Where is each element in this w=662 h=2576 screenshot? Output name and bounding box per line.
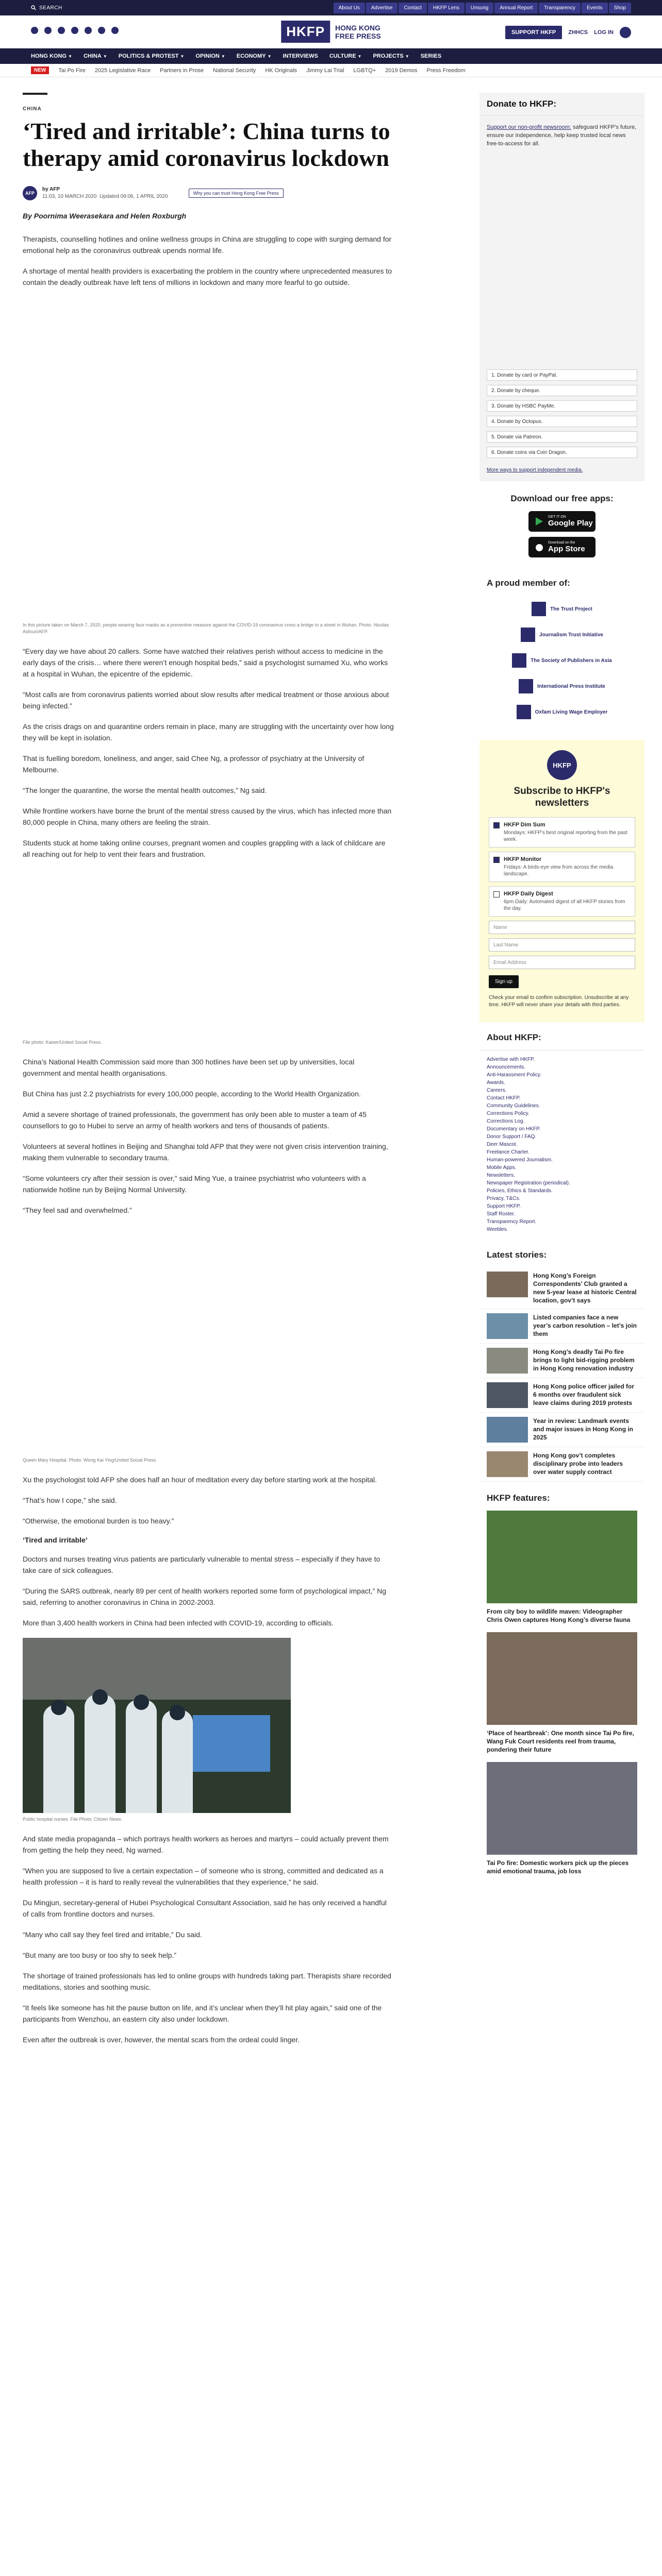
- about-link[interactable]: Policies, Ethics & Standards.: [487, 1188, 553, 1194]
- about-link[interactable]: Staff Roster.: [487, 1211, 515, 1217]
- trending-link[interactable]: HK Originals: [265, 67, 297, 74]
- signup-button[interactable]: Sign up: [489, 975, 519, 988]
- paragraph: More than 3,400 health workers in China had been infected with COVID-19, according to officials.: [23, 1619, 334, 1627]
- feature-title[interactable]: Tai Po fire: Domestic workers pick up the pieces amid emotional trauma, job loss: [487, 1859, 629, 1875]
- feature-image[interactable]: [487, 1632, 637, 1725]
- chevron-down-icon: ▼: [357, 54, 362, 59]
- paragraph: A shortage of mental health providers is exacerbating the problem in the country where unprecedented measures to contain the deadly outbreak have left tens of millions in lockdown and many more fearful to go outside.: [23, 267, 392, 286]
- feature-title[interactable]: ‘Place of heartbreak’: One month since Tai Po fire, Wang Fuk Court residents reel from trauma, pondering their future: [487, 1730, 634, 1753]
- paragraph: The shortage of trained professionals has led to online groups with hundreds taking part. Therapists share recorded meditations, stories and soothing music.: [23, 1972, 391, 1991]
- about-link[interactable]: Documentary on HKFP.: [487, 1126, 541, 1132]
- trust-project-icon: [532, 602, 546, 616]
- chevron-down-icon: ▼: [68, 54, 72, 59]
- about-link[interactable]: Announcements.: [487, 1064, 526, 1070]
- donate-text: safeguard HKFP’s future, ensure our independence, help keep trusted local news free-to-access for all.: [487, 124, 637, 147]
- story-title[interactable]: Listed companies face a new year’s carbon resolution – let’s join them: [533, 1314, 637, 1337]
- oxfam-icon: [517, 705, 531, 719]
- donate-option[interactable]: 4. Donate by Octopus.: [487, 416, 637, 427]
- member-name: The Society of Publishers in Asia: [531, 657, 612, 664]
- paragraph: Amid a severe shortage of trained professionals, the government has only been able to muster a team of 45 counsellors to go to Hubei to serve an army of health workers and tens of thousands of patients.: [23, 1110, 367, 1130]
- nav-item-culture[interactable]: [329, 53, 362, 59]
- paragraph: “Many who call say they feel tired and irritable,” Du said.: [23, 1930, 202, 1939]
- chevron-down-icon: ▼: [103, 54, 107, 59]
- instagram-icon[interactable]: [58, 27, 65, 34]
- trending-link[interactable]: National Security: [213, 67, 256, 74]
- latest-story[interactable]: [479, 1378, 644, 1413]
- about-link[interactable]: Human-powered Journalism.: [487, 1157, 553, 1163]
- nav-label: HONG KONG: [31, 53, 67, 59]
- nav-item-politics[interactable]: [119, 53, 185, 59]
- paragraph: Even after the outbreak is over, however, the mental scars from the ordeal could linger.: [23, 2036, 300, 2044]
- about-link[interactable]: Support HKFP.: [487, 1204, 521, 1209]
- donate-option[interactable]: 3. Donate by HSBC PayMe.: [487, 400, 637, 412]
- photo-caption: Public hospital nurses. File Photo: Citizen News.: [23, 1817, 123, 1822]
- trending-link[interactable]: Tai Po Fire: [58, 67, 86, 74]
- nav-item-series[interactable]: [421, 53, 441, 59]
- nav-label: SERIES: [420, 53, 442, 59]
- story-thumbnail[interactable]: [487, 1417, 528, 1443]
- member-name: The Trust Project: [550, 606, 592, 612]
- app-store-button[interactable]: [528, 537, 595, 557]
- publish-date: 11:03, 10 MARCH 2020: [42, 194, 97, 199]
- paragraph: “When you are supposed to live a certain expectation – of someone who is strong, committed and dedicated as a health profession – it is hard to really reveal the vulnerabilities that they experience,” he said.: [23, 1867, 384, 1886]
- photo-caption: In this picture taken on March 7, 2020, people wearing face masks as a preventive measure against the COVID-19 coronavirus cross a bridge to a street in Wuhan. Photo: Nicolas Asfouri/AFP.: [23, 622, 389, 634]
- about-link[interactable]: Corrections Policy.: [487, 1111, 529, 1116]
- sopa-logo[interactable]: [512, 653, 611, 668]
- apple-icon: [535, 543, 544, 552]
- store-name: Google Play: [548, 519, 593, 528]
- store-caption: GET IT ON: [548, 515, 566, 519]
- photo-placeholder: [23, 452, 394, 622]
- paragraph: Doctors and nurses treating virus patients are particularly vulnerable to mental stress – especially if they have to take care of sick colleagues.: [23, 1555, 380, 1574]
- sopa-icon: [512, 653, 526, 668]
- oxfam-logo[interactable]: [517, 705, 608, 719]
- member-name: Oxfam Living Wage Employer: [535, 709, 608, 715]
- nurse-head: [92, 1689, 108, 1705]
- about-link[interactable]: Privacy, T&Cs.: [487, 1196, 521, 1201]
- nav-label: ECONOMY: [236, 53, 266, 59]
- latest-heading: Latest stories:: [487, 1250, 547, 1260]
- section-label[interactable]: CHINA: [23, 106, 42, 112]
- chevron-down-icon: ▼: [267, 54, 272, 59]
- logo-wordmark: [335, 24, 381, 40]
- nav-label: OPINION: [195, 53, 220, 59]
- nav-label: CULTURE: [329, 53, 356, 59]
- member-name: Journalism Trust Initiative: [539, 632, 603, 638]
- logo-line: FREE PRESS: [335, 31, 381, 40]
- ipi-icon: [519, 679, 533, 693]
- sidebar: [479, 93, 644, 1884]
- paragraph: “But many are too busy or too shy to seek help.”: [23, 1951, 177, 1959]
- hospital-cart: [193, 1715, 270, 1772]
- byline: [23, 186, 394, 200]
- nurse-figure: [162, 1710, 193, 1813]
- trust-project-logo[interactable]: [532, 602, 592, 616]
- paragraph: Volunteers at several hotlines in Beijing and Shanghai told AFP that they were not given crisis intervention training, making them vulnerable to secondary trauma.: [23, 1142, 388, 1162]
- paragraph: “The longer the quarantine, the worse the mental health outcomes,” Ng said.: [23, 786, 267, 794]
- utility-link[interactable]: Annual Report: [494, 3, 538, 13]
- utility-link[interactable]: Advertise: [366, 3, 398, 13]
- nav-item-interviews[interactable]: [283, 53, 318, 59]
- newsletter-badge: HKFP: [547, 750, 577, 780]
- more-ways-link[interactable]: More ways to support independent media.: [487, 467, 583, 473]
- hospital-photo: [23, 1638, 291, 1813]
- headline-rule: [23, 93, 47, 95]
- story-title[interactable]: Hong Kong police officer jailed for 6 months over fraudulent sick leave claims during 2019 protests: [533, 1383, 635, 1406]
- google-play-button[interactable]: [528, 511, 595, 532]
- utility-links: [334, 3, 631, 13]
- byline-meta: [42, 186, 168, 200]
- updated-date: Updated 09:06, 1 APRIL 2020: [100, 194, 168, 199]
- chevron-down-icon: ▼: [180, 54, 185, 59]
- paragraph: “It feels like someone has hit the pause button on life, and it’s unclear when they’ll hit play again,” said one of the participants from Wenzhou, an eastern city also under lockdown.: [23, 2004, 382, 2023]
- nav-label: POLITICS & PROTEST: [118, 53, 179, 59]
- donate-option[interactable]: 1. Donate by card or PayPal.: [487, 369, 637, 381]
- story-thumbnail[interactable]: [487, 1272, 528, 1297]
- donate-link[interactable]: Support our non-profit newsroom:: [487, 124, 571, 130]
- trending-link[interactable]: LGBTQ+: [353, 67, 376, 74]
- paragraph: But China has just 2.2 psychiatrists for every 100,000 people, according to the World Health Organization.: [23, 1090, 361, 1098]
- nurse-head: [134, 1694, 149, 1710]
- trending-link[interactable]: 2019 Demos: [385, 67, 418, 74]
- photo-caption: File photo: Kaiser/United Social Press.: [23, 1040, 102, 1045]
- donate-option[interactable]: 5. Donate via Patreon.: [487, 431, 637, 443]
- linkedin-icon[interactable]: [85, 27, 92, 34]
- donate-option[interactable]: 6. Donate coins via Coin Dragon.: [487, 447, 637, 458]
- story-thumbnail[interactable]: [487, 1451, 528, 1477]
- nav-item-opinion[interactable]: [195, 53, 225, 59]
- utility-link[interactable]: Transparency: [539, 3, 581, 13]
- about-link[interactable]: Donor Support / FAQ.: [487, 1134, 537, 1140]
- latest-story[interactable]: [479, 1267, 644, 1309]
- paragraph: “That’s how I cope,” she said.: [23, 1496, 117, 1504]
- member-logos: [479, 597, 644, 735]
- article-headline: ‘Tired and irritable’: China turns to therapy amid coronavirus lockdown: [23, 118, 390, 171]
- main-nav: [0, 48, 662, 64]
- jti-logo[interactable]: [521, 628, 603, 642]
- newsletter-option[interactable]: [489, 886, 635, 917]
- newsletter-desc: 6pm Daily: Automated digest of all HKFP stories from the day.: [504, 899, 625, 911]
- nurse-head: [51, 1700, 67, 1715]
- latest-story[interactable]: [479, 1413, 644, 1447]
- paragraph: “Otherwise, the emotional burden is too heavy.”: [23, 1517, 174, 1525]
- checkbox-unchecked-icon[interactable]: [493, 891, 500, 897]
- newsletter-desc: Fridays: A birds-eye view from across the media landscape.: [504, 865, 614, 877]
- twitter-icon[interactable]: [31, 27, 38, 34]
- chevron-down-icon: ▼: [221, 54, 225, 59]
- logo-line: HONG KONG: [335, 23, 380, 32]
- name-field[interactable]: Name: [489, 921, 635, 934]
- support-hkfp-button[interactable]: SUPPORT HKFP: [505, 26, 562, 39]
- facebook-icon[interactable]: [44, 27, 52, 34]
- story-thumbnail[interactable]: [487, 1313, 528, 1339]
- paragraph: “During the SARS outbreak, nearly 89 per cent of health workers reported some form of psychological impact,” Ng said, referring to another coronavirus in China in 2002-2003.: [23, 1587, 386, 1606]
- store-caption: Download on the: [548, 541, 575, 545]
- latest-story[interactable]: [479, 1309, 644, 1344]
- story-title[interactable]: Year in review: Landmark events and major issues in Hong Kong in 2025: [533, 1417, 634, 1441]
- trending-link[interactable]: 2025 Legislative Race: [94, 67, 151, 74]
- ipi-logo[interactable]: [519, 679, 605, 693]
- nav-item-china[interactable]: [84, 53, 107, 59]
- paragraph: Therapists, counselling hotlines and online wellness groups in China are struggling to cope with surging demand for emotional help as the coronavirus outbreak upends normal life.: [23, 235, 392, 255]
- paragraph: Du Mingjun, secretary-general of Hubei Psychological Consultant Association, said he has only received a handful of calls from frontline doctors and nurses.: [23, 1899, 387, 1918]
- donate-image-area: [479, 148, 644, 369]
- feature-title[interactable]: From city boy to wildlife maven: Videographer Chris Owen captures Hong Kong’s diverse fauna: [487, 1608, 631, 1623]
- feature-story[interactable]: [479, 1762, 644, 1884]
- nurse-figure: [126, 1700, 157, 1813]
- paragraph: Students stuck at home taking online courses, pregnant women and couples grappling with a lack of childcare are all reaching out for help to vent their fears and frustration.: [23, 839, 386, 858]
- about-link[interactable]: Deer Mascot.: [487, 1142, 518, 1147]
- nurse-head: [170, 1705, 185, 1720]
- story-title[interactable]: Hong Kong gov’t completes disciplinary probe into leaders over water supply contract: [533, 1452, 623, 1476]
- newsletter-desc: Mondays: HKFP's best original reporting from the past week.: [504, 830, 627, 842]
- signup-note: Check your email to confirm subscription. Unsubscribe at any time. HKFP will never share your details with third parties.: [489, 995, 629, 1008]
- store-name: App Store: [548, 545, 585, 553]
- paragraph: And state media propaganda – which portrays health workers as heroes and martyrs – could actually prevent them from getting the help they need, Ng warned.: [23, 1835, 389, 1854]
- article: [23, 93, 394, 2055]
- top-utility-bar: [0, 0, 662, 15]
- newsletter-option[interactable]: [489, 852, 635, 882]
- utility-link[interactable]: Shop: [609, 3, 631, 13]
- jti-icon: [521, 628, 535, 642]
- brand-header: [0, 15, 662, 48]
- google-play-icon: [535, 517, 544, 526]
- newsletter-name: HKFP Monitor: [504, 856, 542, 862]
- member-heading: A proud member of:: [487, 578, 570, 588]
- chevron-down-icon: ▼: [405, 54, 409, 59]
- about-link[interactable]: Community Guidelines.: [487, 1103, 540, 1109]
- member-name: International Press Institute: [537, 683, 605, 689]
- logo-mark: HKFP: [281, 21, 330, 43]
- language-switch[interactable]: ZHHCS: [568, 29, 588, 36]
- story-thumbnail[interactable]: [487, 1382, 528, 1408]
- about-link[interactable]: Anti-Harassment Policy.: [487, 1072, 541, 1078]
- nav-label: CHINA: [83, 53, 102, 59]
- trending-link[interactable]: Press Freedom: [426, 67, 466, 74]
- nav-label: PROJECTS: [373, 53, 404, 59]
- trending-link[interactable]: Jimmy Lai Trial: [306, 67, 344, 74]
- story-thumbnail[interactable]: [487, 1348, 528, 1374]
- about-link[interactable]: Careers.: [487, 1088, 507, 1093]
- about-heading: About HKFP:: [479, 1022, 644, 1050]
- paragraph: China’s National Health Commission said more than 300 hotlines have been set up by universities, local government and mental health organisations.: [23, 1058, 355, 1077]
- newsletter-signup: [479, 740, 644, 1022]
- search-toggle[interactable]: [31, 5, 62, 11]
- paragraph: “Every day we have about 20 callers. Some have watched their relatives perish without access to medicine in the early days of the crisis… where there weren’t enough hospital beds,” said a psychologist surnamed Xu, who works at a hospital in Wuhan, the epicentre of the epidemic.: [23, 647, 388, 678]
- rss-icon[interactable]: [111, 27, 119, 34]
- utility-link[interactable]: Events: [582, 3, 608, 13]
- paragraph: “Some volunteers cry after their session is over,” said Ming Yue, a trainee psychiatrist who volunteers with a nationwide hotline run by Beijing Normal University.: [23, 1174, 366, 1194]
- photo-placeholder: [23, 1225, 394, 1457]
- about-link[interactable]: Contact HKFP.: [487, 1095, 521, 1101]
- feature-story[interactable]: [479, 1511, 644, 1632]
- donate-options: [479, 369, 644, 458]
- about-link[interactable]: Advertise with HKFP.: [487, 1057, 535, 1062]
- why-trust-button[interactable]: Why you can trust Hong Kong Free Press: [189, 189, 284, 198]
- donate-widget: [479, 93, 644, 481]
- about-links: [479, 1050, 644, 1239]
- latest-story[interactable]: [479, 1344, 644, 1378]
- header-actions: [505, 26, 631, 39]
- donate-intro: [479, 116, 644, 148]
- article-authors: By Poornima Weerasekara and Helen Roxburgh: [23, 212, 187, 220]
- donate-option[interactable]: 2. Donate by cheque.: [487, 385, 637, 396]
- feature-image[interactable]: [487, 1762, 637, 1855]
- nav-item-projects[interactable]: [373, 53, 409, 59]
- paragraph: “Most calls are from coronavirus patients worried about slow results after medical treatment or those anxious about being infected.”: [23, 690, 389, 710]
- trending-link[interactable]: Partners in Prose: [160, 67, 204, 74]
- about-link[interactable]: Freelance Charter.: [487, 1149, 529, 1155]
- nurse-figure: [43, 1705, 74, 1813]
- email-field[interactable]: Email Address: [489, 956, 635, 969]
- checkbox-checked-icon[interactable]: [493, 857, 500, 863]
- paragraph: While frontline workers have borne the brunt of the mental stress caused by the virus, which has infected more than 80,000 people in China, many others are feeling the strain.: [23, 807, 392, 826]
- search-icon: [31, 5, 36, 10]
- about-link[interactable]: Weebles.: [487, 1227, 508, 1232]
- trending-nav: [0, 64, 662, 77]
- about-link[interactable]: Newsletters.: [487, 1173, 516, 1178]
- newsletter-name: HKFP Dim Sum: [504, 822, 545, 828]
- author-name[interactable]: by AFP: [42, 187, 60, 192]
- last-name-field[interactable]: Last Name: [489, 938, 635, 952]
- donate-heading: Donate to HKFP:: [479, 93, 644, 116]
- utility-link[interactable]: Contact: [399, 3, 426, 13]
- nav-label: INTERVIEWS: [283, 53, 318, 59]
- nurse-figure: [85, 1694, 115, 1813]
- utility-link[interactable]: About Us: [334, 3, 365, 13]
- nav-item-hong-kong[interactable]: [31, 53, 72, 59]
- youtube-icon[interactable]: [71, 27, 78, 34]
- photo-background: [23, 1638, 291, 1700]
- story-title[interactable]: Hong Kong’s deadly Tai Po fire brings to light bid-rigging problem in Hong Kong renovation industry: [533, 1348, 635, 1372]
- newsletter-option[interactable]: [489, 817, 635, 848]
- telegram-icon[interactable]: [98, 27, 105, 34]
- about-link[interactable]: Transparency Report.: [487, 1219, 537, 1225]
- utility-link[interactable]: Unsung: [466, 3, 493, 13]
- checkbox-checked-icon[interactable]: [493, 822, 500, 828]
- social-links: [31, 27, 119, 34]
- paragraph: That is fuelling boredom, loneliness, and anger, said Chee Ng, a professor of psychiatry at the University of Melbourne.: [23, 754, 365, 774]
- utility-link[interactable]: HKFP Lens: [428, 3, 465, 13]
- about-link[interactable]: Awards.: [487, 1080, 505, 1086]
- author-avatar[interactable]: AFP: [23, 186, 37, 200]
- newsletter-name: HKFP Daily Digest: [504, 891, 553, 897]
- features-heading: HKFP features:: [487, 1493, 550, 1503]
- search-label: SEARCH: [39, 5, 62, 11]
- paragraph: Xu the psychologist told AFP she does half an hour of meditation every day before starting work at the hospital.: [23, 1476, 377, 1484]
- photo-caption: Queen Mary Hospital. Photo: Wong Kai Ying/United Social Press.: [23, 1458, 157, 1463]
- article-subheading: ‘Tired and irritable’: [23, 1536, 88, 1544]
- about-link[interactable]: Newspaper Registration (periodical).: [487, 1180, 570, 1186]
- about-link[interactable]: Mobile Apps.: [487, 1165, 517, 1171]
- site-logo[interactable]: [281, 21, 380, 43]
- new-badge: NEW: [31, 66, 49, 74]
- paragraph: “They feel sad and overwhelmed.”: [23, 1206, 132, 1214]
- paragraph: As the crisis drags on and quarantine orders remain in place, many are struggling with the uncertainty over how long they will be kept in isolation.: [23, 722, 394, 742]
- latest-story[interactable]: [479, 1447, 644, 1482]
- newsletter-title: Subscribe to HKFP's newsletters: [514, 786, 610, 808]
- ad-slot: [23, 297, 394, 452]
- photo-placeholder: [23, 869, 394, 1039]
- feature-story[interactable]: [479, 1632, 644, 1762]
- feature-image[interactable]: [487, 1511, 637, 1603]
- nav-item-economy[interactable]: [237, 53, 272, 59]
- story-title[interactable]: Hong Kong’s Foreign Correspondents’ Club granted a new 5-year lease at historic Central location, gov’t says: [533, 1272, 637, 1304]
- login-link[interactable]: LOG IN: [594, 29, 614, 36]
- apps-heading: Download our free apps:: [510, 494, 614, 503]
- about-link[interactable]: Corrections Log.: [487, 1118, 525, 1124]
- account-icon[interactable]: [620, 27, 631, 38]
